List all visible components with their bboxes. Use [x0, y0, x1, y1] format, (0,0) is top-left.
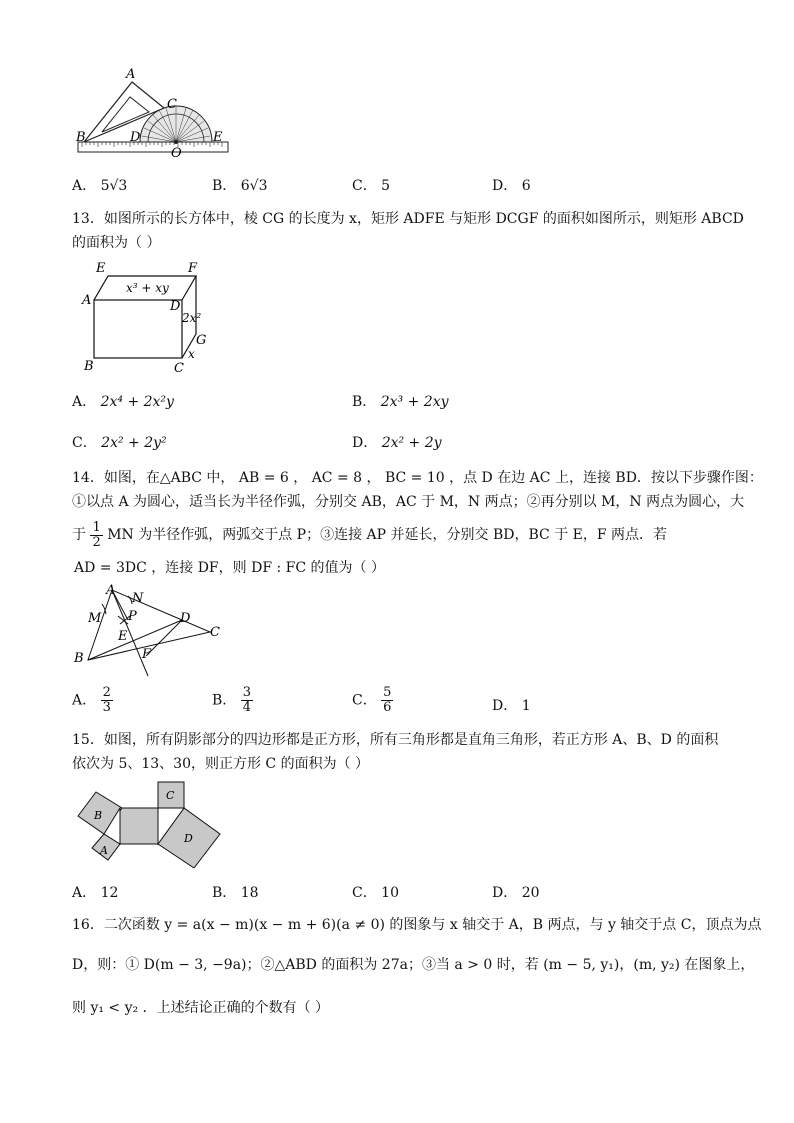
q12-option-c — [352, 176, 390, 196]
q14-stem-line4: AD = 3DC ，连接 DF，则 DF : FC 的值为（ ） — [74, 560, 385, 576]
q14-label-b: B — [74, 651, 84, 666]
option-value: 2x² + 2y — [381, 435, 442, 451]
q15-stem-line2: 依次为 5、13、30，则正方形 C 的面积为（ ） — [72, 756, 370, 772]
q15-label-a: A — [100, 844, 108, 857]
fraction-numerator: 2 — [102, 685, 111, 700]
option-value: 6√3 — [240, 178, 268, 194]
q12-option-a — [72, 176, 127, 196]
q13-figure — [78, 256, 218, 376]
q14-option-b — [212, 686, 253, 715]
option-key: C． — [352, 178, 377, 194]
option-value: 10 — [381, 885, 399, 901]
fraction-denominator: 4 — [242, 700, 252, 715]
q15-option-a — [72, 883, 118, 903]
q15-option-c — [352, 883, 399, 903]
q14-label-p: P — [128, 609, 137, 624]
q15-option-b — [212, 883, 259, 903]
q13-option-b — [352, 392, 449, 412]
q16-stem-line3: 则 y₁ < y₂ ．上述结论正确的个数有（ ） — [72, 1000, 330, 1016]
fraction-denominator: 3 — [102, 700, 111, 715]
q13-area-side: 2x² — [182, 311, 202, 325]
q12-figure — [72, 64, 234, 160]
q13-option-d — [352, 433, 442, 453]
fraction-numerator: 1 — [92, 519, 101, 535]
q12-label-o: O — [171, 146, 182, 160]
option-key: C． — [72, 435, 97, 451]
option-fraction — [241, 686, 253, 715]
option-value: 5√3 — [100, 178, 128, 194]
fraction-numerator: 3 — [242, 685, 252, 700]
q15-figure — [74, 776, 226, 868]
q13-option-c — [72, 433, 167, 453]
q13-area-top: x³ + xy — [126, 281, 169, 295]
q15-stem-line1: 15．如图，所有阴影部分的四边形都是正方形，所有三角形都是直角三角形，若正方形 A、B、D 的面积 — [72, 732, 719, 748]
option-fraction — [101, 686, 113, 715]
option-value: 18 — [240, 885, 259, 901]
option-value: 6 — [521, 178, 531, 194]
option-key: A． — [72, 885, 97, 901]
option-key: A． — [72, 692, 97, 709]
q13-length-x: x — [188, 347, 195, 361]
fraction-denominator: 2 — [92, 534, 101, 550]
option-fraction — [381, 686, 393, 715]
option-key: B． — [352, 394, 377, 410]
q14-label-e: E — [118, 629, 128, 644]
q12-label-c: C — [167, 97, 177, 112]
fraction-numerator: 5 — [383, 685, 392, 700]
q14-line3-text: MN 为半径作弧，两弧交于点 P；③连接 AP 并延长，分别交 BD，BC 于 E，F 两点．若 — [107, 527, 668, 543]
q14-option-d — [492, 696, 531, 716]
q16-stem-line2: D，则：① D(m − 3, −9a)；②△ABD 的面积为 27a；③当 a > 0 时，若 (m − 5, y₁)，(m, y₂) 在图象上， — [72, 957, 755, 973]
q14-label-d: D — [180, 611, 191, 626]
q15-label-c: C — [166, 789, 175, 802]
q12-label-b: B — [76, 130, 86, 145]
option-key: D． — [352, 435, 378, 451]
q14-stem-line2: ①以点 A 为圆心，适当长为半径作弧，分别交 AB，AC 于 M，N 两点；②再分别以 M，N 两点为圆心，大 — [72, 494, 745, 510]
q13-label-e: E — [96, 261, 106, 276]
option-value: 2x² + 2y² — [101, 435, 167, 451]
option-key: B． — [212, 692, 237, 709]
q13-label-b: B — [84, 359, 94, 374]
option-key: C． — [352, 692, 377, 709]
q13-label-f: F — [188, 261, 198, 276]
q14-option-a — [72, 686, 113, 715]
q12-option-d — [492, 176, 531, 196]
q14-label-f: F — [142, 647, 152, 662]
q12-label-a: A — [126, 67, 136, 82]
q14-label-a: A — [106, 584, 116, 598]
q14-option-c — [352, 686, 393, 715]
q15-label-d: D — [184, 832, 193, 845]
q13-label-d: D — [170, 299, 181, 314]
q14-line3-prefix: 于 — [72, 527, 86, 543]
q14-label-n: N — [132, 591, 144, 606]
q12-option-b — [212, 176, 268, 196]
option-key: A． — [72, 178, 97, 194]
option-value: 2x³ + 2xy — [380, 394, 449, 410]
option-key: B． — [212, 178, 237, 194]
q14-fraction-half — [90, 521, 102, 550]
q15-label-b: B — [94, 809, 103, 822]
option-key: D． — [492, 885, 518, 901]
option-value: 12 — [100, 885, 119, 901]
q13-option-a — [72, 392, 174, 412]
option-key: D． — [492, 178, 518, 194]
q12-label-e: E — [213, 130, 223, 145]
option-value: 2x⁴ + 2x²y — [100, 394, 174, 410]
q14-figure — [72, 584, 232, 680]
q16-stem-line1: 16．二次函数 y = a(x − m)(x − m + 6)(a ≠ 0) 的图象与 x 轴交于 A，B 两点，与 y 轴交于点 C，顶点为点 — [72, 917, 762, 933]
q14-stem-line1: 14．如图，在△ABC 中， AB = 6 ， AC = 8 ， BC = 10 ，点 D 在边 AC 上，连接 BD．按以下步骤作图： — [72, 470, 763, 486]
q13-label-a: A — [82, 293, 92, 308]
option-value: 20 — [521, 885, 540, 901]
option-key: C． — [352, 885, 377, 901]
q14-label-m: M — [88, 611, 102, 626]
q14-stem-line3 — [72, 516, 667, 554]
fraction-denominator: 6 — [383, 700, 392, 715]
q14-label-c: C — [210, 625, 220, 640]
q13-label-g: G — [196, 333, 207, 348]
q13-label-c: C — [174, 361, 184, 376]
option-key: B． — [212, 885, 237, 901]
q12-label-d: D — [130, 130, 141, 145]
option-value: 5 — [381, 178, 391, 194]
q13-stem-line2: 的面积为（ ） — [72, 235, 161, 251]
option-value: 1 — [521, 698, 531, 714]
q15-option-d — [492, 883, 540, 903]
option-key: D． — [492, 698, 518, 714]
option-key: A． — [72, 394, 97, 410]
q13-stem-line1: 13．如图所示的长方体中，棱 CG 的长度为 x，矩形 ADFE 与矩形 DCGF 的面积如图所示，则矩形 ABCD — [72, 211, 744, 227]
